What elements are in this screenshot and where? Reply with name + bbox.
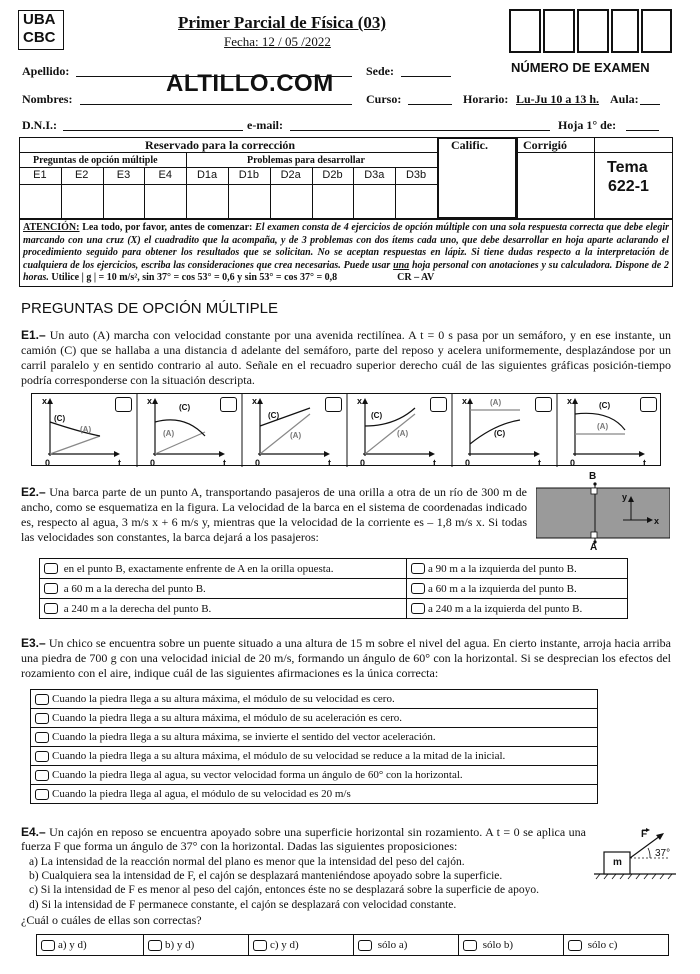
correction-col-d1a: D1a: [196, 169, 218, 181]
nombres-field[interactable]: [80, 104, 352, 105]
org-line1: UBA: [23, 11, 56, 28]
e4-option-text: c) y d): [270, 939, 299, 951]
box-label-f: F: [641, 829, 648, 840]
checkbox[interactable]: [35, 713, 49, 724]
series-a-label: (A): [163, 429, 175, 438]
e4-propositions: [29, 855, 539, 912]
e4-option-text: sólo c): [587, 939, 618, 951]
box-figure: [590, 822, 680, 884]
checkbox[interactable]: [253, 940, 267, 951]
axis-label-x: x: [252, 396, 258, 406]
box-label-m: m: [613, 857, 622, 868]
email-label: e-mail:: [247, 118, 283, 132]
correction-cell-d1a[interactable]: [186, 185, 228, 219]
e1-option-1-checkbox[interactable]: [115, 397, 132, 412]
attention-text1: Lea todo, por favor, antes de comenzar:: [82, 222, 256, 233]
tema-code: 622-1: [608, 178, 649, 195]
series-a-label: (A): [397, 429, 409, 438]
e3-option[interactable]: [31, 766, 598, 785]
river-figure: [536, 471, 670, 554]
e4-options: [36, 934, 669, 956]
e2-option-text: a 90 m a la izquierda del punto B.: [428, 562, 577, 575]
e2-options: [39, 558, 628, 619]
e1-statement: [21, 328, 671, 388]
e4-option[interactable]: [37, 935, 144, 956]
attention-text4: Utilice | g | = 10 m/s², sin 37° = cos 53° = 0,6 y sin 53° = cos 37° = 0,8: [48, 272, 338, 283]
x-arrow: [114, 451, 120, 457]
box-label-angle: 37°: [655, 848, 671, 859]
e4-option[interactable]: [459, 935, 564, 956]
y-arrow: [47, 398, 53, 404]
exam-title: Primer Parcial de Física (03): [178, 13, 387, 32]
x-arrow: [429, 451, 435, 457]
e2-option[interactable]: [407, 579, 628, 599]
e2-option-text: a 240 m a la derecha del punto B.: [63, 602, 212, 615]
correction-table: [19, 137, 673, 219]
correction-col-e2: E2: [74, 169, 89, 181]
origin-label: 0: [150, 458, 156, 467]
correction-col-e1: E1: [33, 169, 47, 181]
e4-option-text: sólo b): [482, 939, 513, 951]
e2-option[interactable]: [40, 559, 407, 579]
exam-number-box[interactable]: [543, 9, 575, 53]
calific-label: Calific.: [451, 138, 488, 152]
e3-options: [30, 689, 598, 804]
e3-option-text: Cuando la piedra llega a su altura máxima, el módulo de su velocidad es cero.: [52, 693, 395, 705]
attention-code: CR – AV: [397, 272, 435, 283]
e4-option[interactable]: [144, 935, 249, 956]
y-arrow: [152, 398, 158, 404]
horario-label: Horario:: [463, 92, 509, 106]
checkbox[interactable]: [35, 751, 49, 762]
e2-statement: [21, 485, 527, 545]
origin-label: 0: [465, 458, 471, 467]
axis-label-x: x: [42, 396, 48, 406]
e4-option-text: a) y d): [58, 939, 87, 951]
uba-cbc-logo: [18, 10, 64, 50]
checkbox[interactable]: [148, 940, 162, 951]
y-arrow: [257, 398, 263, 404]
e3-option[interactable]: [31, 785, 598, 804]
river-label-x: x: [654, 516, 660, 526]
checkbox[interactable]: [463, 940, 477, 951]
axis-label-t: t: [328, 458, 331, 467]
e3-option-text: Cuando la piedra llega al agua, su vector velocidad forma un ángulo de 60° con la horizontal.: [52, 769, 463, 781]
aula-label: Aula:: [610, 92, 639, 106]
e4-option[interactable]: [249, 935, 354, 956]
aula-field[interactable]: [640, 104, 660, 105]
dni-field[interactable]: [63, 130, 243, 131]
e3-option-text: Cuando la piedra llega a su altura máxima, el módulo de su velocidad se reduce a la mitad de la inicial.: [52, 750, 506, 762]
dni-label: D.N.I.:: [22, 118, 57, 132]
e2-option-text: a 240 m a la izquierda del punto B.: [428, 602, 583, 615]
e2-option-text: a 60 m a la izquierda del punto B.: [428, 582, 577, 595]
tema-label: Tema: [607, 159, 648, 176]
series-a-label: (A): [597, 422, 609, 431]
e1-label: E1.–: [21, 328, 46, 342]
e4-option-text: b) y d): [165, 939, 195, 951]
e4-text: Un cajón en reposo se encuentra apoyado sobre una superficie horizontal sin rozamiento. A t = 0 se aplica una fuerza F que forma un ángulo de 37° con la horizontal. Dadas las siguientes proposiciones:: [21, 825, 586, 853]
position-time-graph-4: [357, 396, 436, 467]
river-label-y: y: [622, 492, 628, 502]
watermark: ALTILLO.COM: [166, 70, 334, 97]
prob-label: Problemas para desarrollar: [247, 155, 365, 166]
e4-option[interactable]: [354, 935, 459, 956]
curso-label: Curso:: [366, 92, 402, 106]
river-label-a: A: [590, 542, 598, 553]
series-c-label: (C): [494, 429, 506, 438]
correction-col-e4: E4: [158, 169, 173, 181]
e4-label: E4.–: [21, 825, 46, 839]
position-time-graph-2: [147, 396, 226, 467]
position-time-graph-5: [462, 396, 541, 467]
correction-cell-d2a[interactable]: [270, 185, 312, 219]
axis-label-x: x: [357, 396, 363, 406]
axis-label-t: t: [433, 458, 436, 467]
e3-statement: [21, 636, 671, 681]
e3-option[interactable]: [31, 690, 598, 709]
e3-option[interactable]: [31, 709, 598, 728]
river-label-b: B: [589, 471, 597, 482]
axis-label-x: x: [567, 396, 573, 406]
series-a-label: (A): [80, 425, 92, 434]
e2-label: E2.–: [21, 485, 46, 499]
correction-cell-e1[interactable]: [19, 185, 61, 219]
series-a-line: [50, 436, 100, 454]
axis-label-t: t: [643, 458, 646, 467]
correction-cell-e4[interactable]: [144, 185, 186, 219]
e4-question: ¿Cuál o cuáles de ellas son correctas?: [21, 913, 202, 927]
attention-text3: hoja personal con anotaciones y su calculadora. Dispone de 2 horas.: [23, 259, 669, 283]
e1-option-6-checkbox[interactable]: [640, 397, 657, 412]
series-c-label: (C): [268, 411, 280, 420]
e1-option-4-checkbox[interactable]: [430, 397, 447, 412]
series-a-line: [260, 414, 310, 454]
checkbox[interactable]: [44, 563, 58, 574]
correction-cell-d2b[interactable]: [312, 185, 354, 219]
exam-number-box[interactable]: [577, 9, 609, 53]
e3-option[interactable]: [31, 747, 598, 766]
correction-col-d3b: D3b: [405, 169, 427, 181]
checkbox[interactable]: [44, 583, 58, 594]
exam-number-box[interactable]: [509, 9, 541, 53]
correction-col-d2b: D2b: [322, 169, 343, 181]
position-time-graph-1: [42, 396, 121, 467]
apellido-label: Apellido:: [22, 64, 70, 78]
attention-una: una: [393, 259, 410, 271]
series-c-label: (C): [371, 411, 383, 420]
checkbox[interactable]: [411, 563, 425, 574]
position-time-graph-6: [567, 396, 646, 467]
series-c-line: [50, 422, 100, 436]
sede-label: Sede:: [366, 64, 394, 78]
e1-option-2-checkbox[interactable]: [220, 397, 237, 412]
checkbox[interactable]: [44, 603, 58, 614]
x-arrow: [219, 451, 225, 457]
correction-col-d2a: D2a: [280, 169, 301, 181]
x-arrow: [534, 451, 540, 457]
checkbox[interactable]: [411, 583, 425, 594]
e4-prop-b: b) Cualquiera sea la intensidad de F, el cajón se desplazará manteniéndose apoyado sobre la superficie.: [29, 870, 503, 883]
origin-label: 0: [45, 458, 51, 467]
correction-col-d3a: D3a: [364, 169, 385, 181]
exam-number-box[interactable]: [611, 9, 639, 53]
y-arrow: [362, 398, 368, 404]
axis-label-x: x: [462, 396, 468, 406]
e1-graphs: [31, 393, 661, 466]
correction-cell-e3[interactable]: [103, 185, 145, 219]
horario-value: Lu-Ju 10 a 13 h.: [516, 92, 600, 106]
email-field[interactable]: [290, 130, 550, 131]
exam-number-label: NÚMERO DE EXAMEN: [511, 60, 650, 75]
y-arrow: [572, 398, 578, 404]
attention-box: [19, 219, 673, 287]
e2-option[interactable]: [407, 559, 628, 579]
axis-label-t: t: [118, 458, 121, 467]
e2-option-text: en el punto B, exactamente enfrente de A en la orilla opuesta.: [63, 562, 334, 575]
series-a-label: (A): [290, 431, 302, 440]
attention-text2: El examen consta de 4 ejercicios de opción múltiple con una sola respuesta correcta que debe elegir marcando con una cruz (X) el cuadradito que la acompaña, y de 3 problemas con dos ítems cada uno, que debe desarrollar en hoja aparte aclarando el procedimiento seguido para obtener los resultados que se solicitan. No se aceptan respuestas en lápiz. Si tiene dudas respecto a la interpretación de cualquiera de los ejercicios, escriba las consideraciones que crea necesarias. Puede usar: [23, 222, 669, 271]
origin-label: 0: [255, 458, 261, 467]
e3-option-text: Cuando la piedra llega a su altura máxima, se invierte el sentido del vector aceleración.: [52, 731, 436, 743]
series-c-label: (C): [599, 401, 611, 410]
exam-date: Fecha: 12 / 05 /2022: [224, 34, 331, 49]
x-arrow: [324, 451, 330, 457]
corrigio-label: Corrigió: [523, 138, 567, 152]
axis-label-t: t: [223, 458, 226, 467]
apellido-field[interactable]: [76, 76, 352, 77]
checkbox[interactable]: [411, 603, 425, 614]
hoja-field[interactable]: [626, 130, 659, 131]
e2-text: Una barca parte de un punto A, transportando pasajeros de una orilla a otra de un río de 300 m de ancho, como se esquematiza en la figura. La velocidad de la barca en el sistema de coordenadas indicado es, respecto al agua, 3 m/s x + 6 m/s y, mientras que la velocidad de la corriente es – 1,8 m/s x. Si todas las velocidades son constantes, la barca dejará a los pasajeros:: [21, 485, 527, 544]
e1-text: Un auto (A) marcha con velocidad constante por una avenida rectilínea. A t = 0 s pasa por un semáforo, y en ese instante, un camión (C) que se hallaba a una distancia d adelante del semáforo, parte del reposo y acelera uniformemente, desplazándose por un carril paralelo y en sentido contrario al auto. Señale en el recuadro superior derecho cuál de las siguientes gráficas posición-tiempo podría corresponderse con la situación descripta.: [21, 328, 671, 387]
series-c-label: (C): [179, 403, 191, 412]
position-time-graph-3: [252, 396, 331, 467]
series-c-label: (C): [54, 414, 66, 423]
attention-label: ATENCIÓN:: [23, 222, 80, 233]
checkbox[interactable]: [41, 940, 55, 951]
e1-option-5-checkbox[interactable]: [535, 397, 552, 412]
x-arrow: [639, 451, 645, 457]
correction-col-d1b: D1b: [238, 169, 259, 181]
series-a-label: (A): [490, 398, 502, 407]
e4-option[interactable]: [564, 935, 669, 956]
checkbox[interactable]: [568, 940, 582, 951]
e1-option-3-checkbox[interactable]: [325, 397, 342, 412]
curso-field[interactable]: [408, 104, 452, 105]
mc-label: Preguntas de opción múltiple: [33, 155, 158, 166]
exam-number-box[interactable]: [641, 9, 672, 53]
e2-option[interactable]: [40, 579, 407, 599]
nombres-label: Nombres:: [22, 92, 73, 106]
correction-cell-d1b[interactable]: [228, 185, 270, 219]
e3-text: Un chico se encuentra sobre un puente situado a una altura de 15 m sobre el nivel del agua. En cierto instante, arroja hacia arriba una piedra de 700 g con una velocidad inicial de 20 m/s, formando un ángulo de 60° con la horizontal. Si se desprecian los efectos del rozamiento con el aire, indique cuál de las siguientes afirmaciones es la única correcta:: [21, 636, 671, 680]
e3-option[interactable]: [31, 728, 598, 747]
section-title: PREGUNTAS DE OPCIÓN MÚLTIPLE: [21, 300, 278, 317]
correction-cell-e2[interactable]: [61, 185, 103, 219]
correction-cell-d3b[interactable]: [395, 185, 437, 219]
e2-option[interactable]: [40, 599, 407, 619]
origin-label: 0: [570, 458, 576, 467]
hoja-label: Hoja 1° de:: [558, 118, 617, 132]
e2-option-text: a 60 m a la derecha del punto B.: [63, 582, 206, 595]
e3-label: E3.–: [21, 636, 46, 650]
e3-option-text: Cuando la piedra llega al agua, el módulo de su velocidad es 20 m/s: [52, 788, 351, 800]
axis-label-x: x: [147, 396, 153, 406]
e4-prop-a: a) La intensidad de la reacción normal del plano es menor que la intensidad del peso del cajón.: [29, 856, 465, 868]
checkbox[interactable]: [35, 770, 49, 781]
e4-prop-c: c) Si la intensidad de F es menor al peso del cajón, entonces éste no se desplazará sobre la superficie de apoyo.: [29, 884, 539, 897]
origin-label: 0: [360, 458, 366, 467]
e3-option-text: Cuando la piedra llega a su altura máxima, el módulo de su aceleración es cero.: [52, 712, 403, 724]
checkbox[interactable]: [358, 940, 372, 951]
checkbox[interactable]: [35, 732, 49, 743]
axis-label-t: t: [538, 458, 541, 467]
e4-prop-d: d) Si la intensidad de F permanece constante, el cajón se desplazará con velocidad constante.: [29, 898, 457, 911]
exam-number-boxes: [509, 9, 672, 53]
e4-statement: [21, 825, 586, 853]
org-line2: CBC: [23, 29, 56, 46]
checkbox[interactable]: [35, 789, 49, 800]
sede-field[interactable]: [401, 76, 451, 77]
e4-option-text: sólo a): [377, 939, 408, 951]
correction-col-e3: E3: [116, 169, 131, 181]
y-arrow: [467, 398, 473, 404]
checkbox[interactable]: [35, 694, 49, 705]
correction-cell-d3a[interactable]: [353, 185, 395, 219]
e2-option[interactable]: [407, 599, 628, 619]
reserved-label: Reservado para la corrección: [145, 138, 296, 152]
